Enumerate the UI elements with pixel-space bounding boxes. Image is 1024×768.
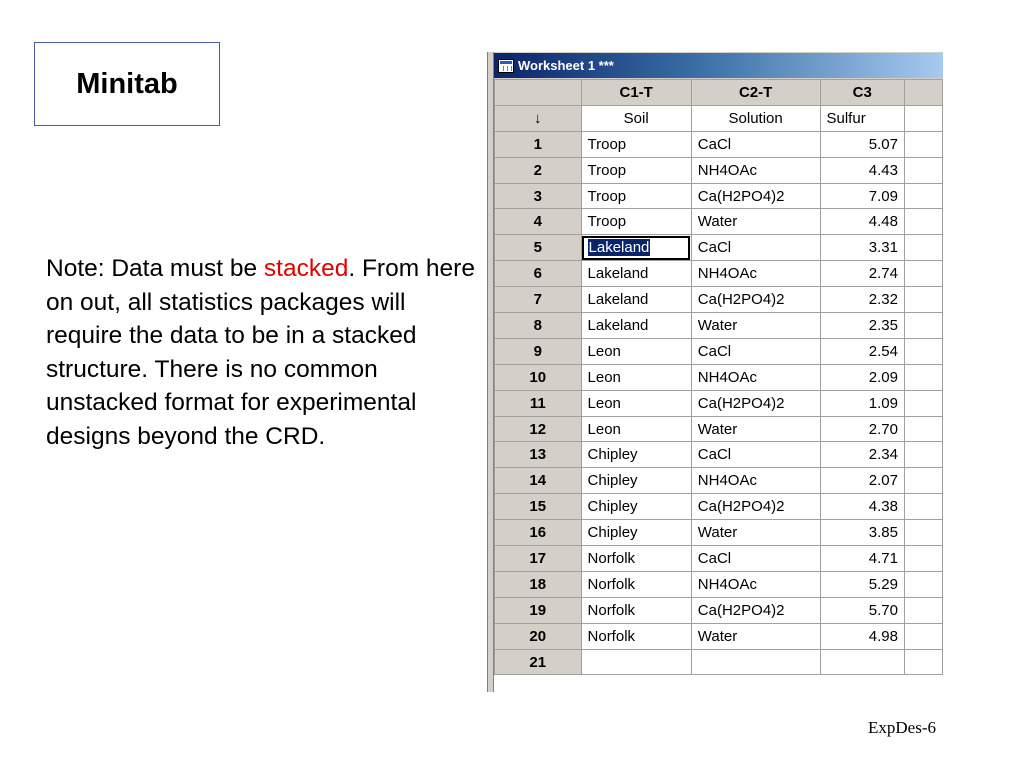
cell-c4[interactable] bbox=[904, 623, 942, 649]
row-header[interactable]: 17 bbox=[495, 546, 582, 572]
cell-soil[interactable]: Norfolk bbox=[581, 623, 691, 649]
table-row bbox=[495, 571, 943, 597]
cell-solution[interactable]: CaCl bbox=[691, 235, 820, 261]
cell-sulfur[interactable]: 7.09 bbox=[820, 183, 904, 209]
column-name-sulfur[interactable]: Sulfur bbox=[820, 105, 904, 131]
table-row bbox=[495, 390, 943, 416]
cell-soil[interactable]: Troop bbox=[581, 131, 691, 157]
table-row bbox=[495, 183, 943, 209]
cell-sulfur[interactable]: 2.32 bbox=[820, 287, 904, 313]
column-header-c3[interactable]: C3 bbox=[820, 80, 904, 106]
slide-note bbox=[46, 252, 476, 454]
row-header[interactable]: 14 bbox=[495, 468, 582, 494]
cell-sulfur[interactable]: 2.54 bbox=[820, 338, 904, 364]
column-name-soil[interactable]: Soil bbox=[581, 105, 691, 131]
cell-c4[interactable] bbox=[904, 520, 942, 546]
corner-cell[interactable] bbox=[495, 80, 582, 106]
column-header-c1[interactable]: C1-T bbox=[581, 80, 691, 106]
cell-c4[interactable] bbox=[904, 235, 942, 261]
table-row bbox=[495, 494, 943, 520]
cell-sulfur[interactable]: 2.34 bbox=[820, 442, 904, 468]
table-row bbox=[495, 313, 943, 339]
cell-c4[interactable] bbox=[904, 131, 942, 157]
cell-soil[interactable]: Norfolk bbox=[581, 571, 691, 597]
row-header[interactable]: 21 bbox=[495, 649, 582, 675]
cell-sulfur[interactable]: 2.07 bbox=[820, 468, 904, 494]
cell-solution[interactable]: Water bbox=[691, 623, 820, 649]
column-header-c2[interactable]: C2-T bbox=[691, 80, 820, 106]
cell-c4[interactable] bbox=[904, 313, 942, 339]
cell-solution[interactable]: NH4OAc bbox=[691, 261, 820, 287]
table-row bbox=[495, 416, 943, 442]
cell-soil[interactable]: Leon bbox=[581, 364, 691, 390]
cell-c4[interactable] bbox=[904, 390, 942, 416]
cell-sulfur[interactable]: 3.85 bbox=[820, 520, 904, 546]
cell-c4[interactable] bbox=[904, 649, 942, 675]
table-row bbox=[495, 520, 943, 546]
cell-solution[interactable]: CaCl bbox=[691, 442, 820, 468]
row-header[interactable]: 4 bbox=[495, 209, 582, 235]
cell-solution[interactable]: Ca(H2PO4)2 bbox=[691, 390, 820, 416]
row-header[interactable]: 11 bbox=[495, 390, 582, 416]
row-header[interactable]: 10 bbox=[495, 364, 582, 390]
table-row bbox=[495, 287, 943, 313]
cell-c4[interactable] bbox=[904, 261, 942, 287]
table-row bbox=[495, 623, 943, 649]
cell-soil[interactable]: Leon bbox=[581, 338, 691, 364]
cell-soil[interactable]: Lakeland bbox=[581, 287, 691, 313]
worksheet-title: Worksheet 1 *** bbox=[518, 58, 614, 73]
table-row bbox=[495, 546, 943, 572]
cell-solution[interactable]: CaCl bbox=[691, 338, 820, 364]
cell-sulfur[interactable] bbox=[820, 649, 904, 675]
cell-solution[interactable]: NH4OAc bbox=[691, 468, 820, 494]
data-direction-arrow-icon[interactable]: ↓ bbox=[495, 105, 582, 131]
table-row bbox=[495, 468, 943, 494]
table-row bbox=[495, 131, 943, 157]
cell-solution[interactable]: Ca(H2PO4)2 bbox=[691, 183, 820, 209]
cell-solution[interactable] bbox=[691, 649, 820, 675]
cell-sulfur[interactable]: 2.35 bbox=[820, 313, 904, 339]
selected-cell-text: Lakeland bbox=[588, 239, 650, 257]
table-row bbox=[495, 338, 943, 364]
cell-sulfur[interactable]: 4.38 bbox=[820, 494, 904, 520]
cell-soil[interactable] bbox=[581, 235, 691, 261]
worksheet-window bbox=[487, 52, 943, 692]
note-highlight: stacked bbox=[263, 255, 349, 282]
worksheet-titlebar[interactable] bbox=[494, 53, 943, 78]
cell-c4[interactable] bbox=[904, 183, 942, 209]
cell-soil[interactable]: Troop bbox=[581, 183, 691, 209]
row-header[interactable]: 6 bbox=[495, 261, 582, 287]
cell-c4[interactable] bbox=[904, 287, 942, 313]
cell-sulfur[interactable]: 3.31 bbox=[820, 235, 904, 261]
cell-solution[interactable]: Ca(H2PO4)2 bbox=[691, 494, 820, 520]
cell-c4[interactable] bbox=[904, 468, 942, 494]
row-header[interactable]: 13 bbox=[495, 442, 582, 468]
column-name-c4[interactable] bbox=[904, 105, 942, 131]
cell-sulfur[interactable]: 2.70 bbox=[820, 416, 904, 442]
column-name-row bbox=[495, 105, 943, 131]
row-header[interactable]: 9 bbox=[495, 338, 582, 364]
cell-soil[interactable]: Leon bbox=[581, 416, 691, 442]
cell-sulfur[interactable]: 4.71 bbox=[820, 546, 904, 572]
cell-c4[interactable] bbox=[904, 338, 942, 364]
cell-soil[interactable]: Lakeland bbox=[581, 261, 691, 287]
cell-c4[interactable] bbox=[904, 209, 942, 235]
row-header[interactable]: 16 bbox=[495, 520, 582, 546]
cell-soil[interactable]: Troop bbox=[581, 157, 691, 183]
cell-solution[interactable]: Water bbox=[691, 209, 820, 235]
row-header[interactable]: 3 bbox=[495, 183, 582, 209]
slide-title-box bbox=[34, 42, 220, 126]
cell-sulfur[interactable]: 4.48 bbox=[820, 209, 904, 235]
row-header[interactable]: 1 bbox=[495, 131, 582, 157]
slide-title: Minitab bbox=[76, 67, 178, 100]
column-name-solution[interactable]: Solution bbox=[691, 105, 820, 131]
cell-solution[interactable]: Ca(H2PO4)2 bbox=[691, 597, 820, 623]
cell-soil[interactable]: Chipley bbox=[581, 468, 691, 494]
cell-c4[interactable] bbox=[904, 571, 942, 597]
column-header-c4[interactable] bbox=[904, 80, 942, 106]
cell-sulfur[interactable]: 2.09 bbox=[820, 364, 904, 390]
cell-solution[interactable]: Water bbox=[691, 416, 820, 442]
cell-solution[interactable]: Water bbox=[691, 520, 820, 546]
row-header[interactable]: 7 bbox=[495, 287, 582, 313]
worksheet-grid[interactable] bbox=[494, 79, 943, 692]
row-header[interactable]: 8 bbox=[495, 313, 582, 339]
row-header[interactable]: 19 bbox=[495, 597, 582, 623]
cell-solution[interactable]: NH4OAc bbox=[691, 364, 820, 390]
cell-sulfur[interactable]: 4.43 bbox=[820, 157, 904, 183]
row-header[interactable]: 15 bbox=[495, 494, 582, 520]
row-header[interactable]: 18 bbox=[495, 571, 582, 597]
cell-sulfur[interactable]: 5.29 bbox=[820, 571, 904, 597]
table-row bbox=[495, 442, 943, 468]
cell-c4[interactable] bbox=[904, 597, 942, 623]
cell-c4[interactable] bbox=[904, 364, 942, 390]
note-suffix: . From here on out, all statistics packages will require the data to be in a stacked structure. There is no common unstacked format for experimental designs beyond the CRD. bbox=[46, 255, 475, 450]
table-row bbox=[495, 597, 943, 623]
cell-soil[interactable]: Norfolk bbox=[581, 597, 691, 623]
table-row bbox=[495, 649, 943, 675]
cell-solution[interactable]: CaCl bbox=[691, 546, 820, 572]
slide-footer: ExpDes-6 bbox=[868, 718, 936, 737]
cell-c4[interactable] bbox=[904, 416, 942, 442]
cell-solution[interactable]: CaCl bbox=[691, 131, 820, 157]
cell-sulfur[interactable]: 1.09 bbox=[820, 390, 904, 416]
cell-sulfur[interactable]: 4.98 bbox=[820, 623, 904, 649]
cell-soil[interactable]: Lakeland bbox=[581, 313, 691, 339]
cell-solution[interactable]: NH4OAc bbox=[691, 157, 820, 183]
worksheet-grid-icon[interactable] bbox=[498, 59, 514, 73]
cell-c4[interactable] bbox=[904, 546, 942, 572]
cell-soil[interactable]: Chipley bbox=[581, 494, 691, 520]
cell-sulfur[interactable]: 2.74 bbox=[820, 261, 904, 287]
row-header[interactable]: 5 bbox=[495, 235, 582, 261]
table-row bbox=[495, 261, 943, 287]
cell-soil[interactable]: Leon bbox=[581, 390, 691, 416]
table-row bbox=[495, 157, 943, 183]
row-header[interactable]: 12 bbox=[495, 416, 582, 442]
table-row bbox=[495, 364, 943, 390]
cell-c4[interactable] bbox=[904, 442, 942, 468]
table-row bbox=[495, 235, 943, 261]
cell-c4[interactable] bbox=[904, 494, 942, 520]
cell-sulfur[interactable]: 5.07 bbox=[820, 131, 904, 157]
cell-soil[interactable]: Chipley bbox=[581, 442, 691, 468]
cell-solution[interactable]: Water bbox=[691, 313, 820, 339]
cell-sulfur[interactable]: 5.70 bbox=[820, 597, 904, 623]
cell-soil[interactable]: Troop bbox=[581, 209, 691, 235]
row-header[interactable]: 2 bbox=[495, 157, 582, 183]
cell-solution[interactable]: NH4OAc bbox=[691, 571, 820, 597]
cell-soil[interactable]: Norfolk bbox=[581, 546, 691, 572]
cell-soil[interactable] bbox=[581, 649, 691, 675]
cell-soil[interactable]: Chipley bbox=[581, 520, 691, 546]
column-header-row bbox=[495, 80, 943, 106]
worksheet-table bbox=[494, 79, 943, 675]
table-row bbox=[495, 209, 943, 235]
note-prefix: Note: Data must be bbox=[46, 255, 264, 282]
row-header[interactable]: 20 bbox=[495, 623, 582, 649]
cell-solution[interactable]: Ca(H2PO4)2 bbox=[691, 287, 820, 313]
cell-c4[interactable] bbox=[904, 157, 942, 183]
